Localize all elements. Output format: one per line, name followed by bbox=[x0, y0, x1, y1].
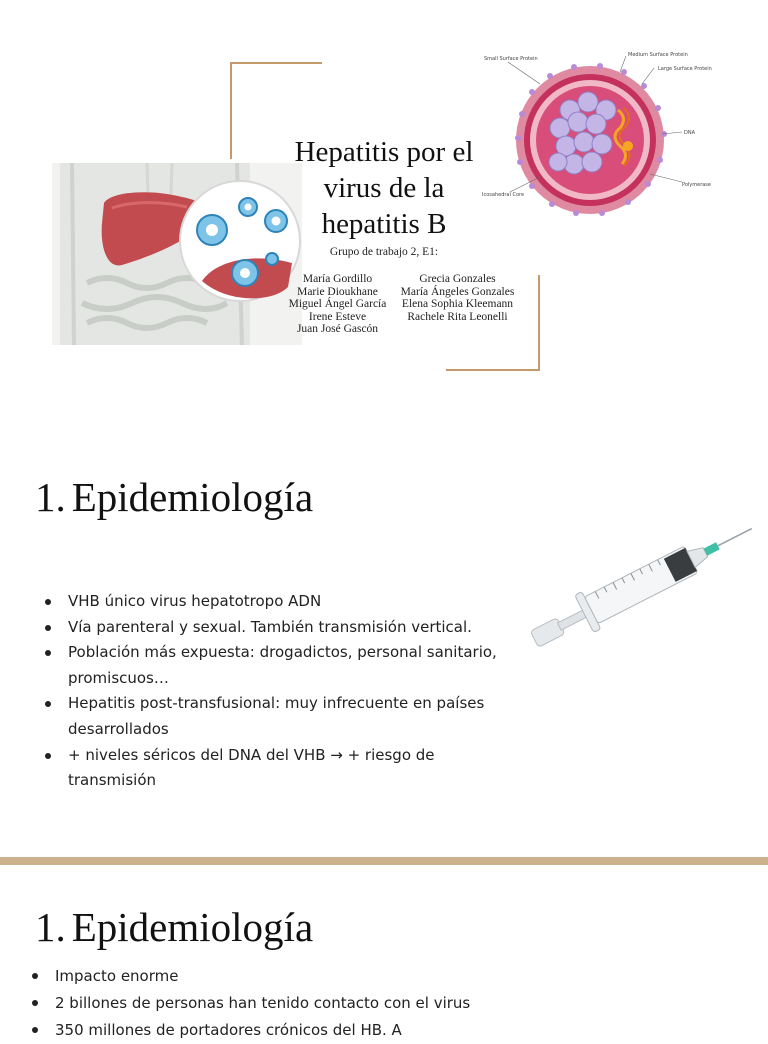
author-row bbox=[280, 298, 530, 311]
list-item: Vía parenteral y sexual. También transmisión vertical. bbox=[40, 615, 540, 641]
slide-divider bbox=[0, 857, 768, 865]
section-heading bbox=[35, 903, 313, 951]
list-item: Hepatitis post-transfusional: muy infrecuente en países desarrollados bbox=[40, 691, 518, 742]
section-heading-text: Epidemiología bbox=[71, 904, 314, 950]
epidemiology-slide-2 bbox=[0, 865, 768, 1039]
bullet-list bbox=[40, 589, 540, 794]
group-subtitle: Grupo de trabajo 2, E1: bbox=[329, 246, 439, 258]
liver-illustration bbox=[52, 163, 302, 345]
author-name: Elena Sophia Kleemann bbox=[401, 298, 514, 311]
author-name: María Ángeles Gonzales bbox=[400, 285, 515, 298]
list-item: VHB único virus hepatotropo ADN bbox=[40, 589, 540, 615]
label-dna: DNA bbox=[684, 130, 696, 136]
cover-slide bbox=[0, 0, 768, 420]
list-item: Impacto enorme bbox=[27, 963, 667, 990]
title-line: hepatitis B bbox=[321, 208, 447, 240]
syringe-illustration bbox=[528, 513, 743, 663]
list-item: 2 billones de personas han tenido contacto con el virus bbox=[27, 990, 667, 1017]
label-icosahedral-core: Icosahedral Core bbox=[482, 192, 525, 198]
label-large-surface-protein: Large Surface Protein bbox=[658, 66, 712, 72]
bullet-list bbox=[27, 963, 667, 1044]
list-item: 350 millones de portadores crónicos del HB. A bbox=[27, 1017, 667, 1044]
author-name: Marie Dioukhane bbox=[297, 285, 378, 298]
section-heading-text: Epidemiología bbox=[71, 474, 314, 520]
title-line: Hepatitis por el bbox=[294, 136, 474, 168]
author-name: Irene Esteve bbox=[308, 310, 367, 323]
section-heading bbox=[35, 473, 313, 521]
section-number: 1. bbox=[35, 904, 66, 950]
list-item: + niveles séricos del DNA del VHB → + riesgo de transmisión bbox=[40, 743, 518, 794]
author-row bbox=[280, 286, 530, 299]
author-name: María Gordillo bbox=[302, 273, 373, 285]
label-polymerase: Polymerase bbox=[682, 182, 711, 188]
label-medium-surface-protein: Medium Surface Protein bbox=[628, 52, 688, 58]
label-small-surface-protein: Small Surface Protein bbox=[484, 56, 538, 62]
list-item: Población más expuesta: drogadictos, personal sanitario, promiscuos… bbox=[40, 640, 518, 691]
section-number: 1. bbox=[35, 474, 66, 520]
author-name: Rachele Rita Leonelli bbox=[407, 310, 508, 323]
author-row bbox=[280, 311, 530, 324]
author-name: Juan José Gascón bbox=[296, 323, 379, 336]
hbv-virion-diagram bbox=[478, 50, 723, 225]
presentation-title bbox=[270, 134, 498, 242]
author-row bbox=[280, 273, 530, 286]
author-name: Grecia Gonzales bbox=[419, 273, 496, 285]
author-name bbox=[395, 323, 520, 336]
title-line: virus de la bbox=[323, 172, 445, 204]
author-row bbox=[280, 323, 530, 336]
author-name: Miguel Ángel García bbox=[288, 298, 387, 311]
authors-list bbox=[280, 273, 530, 336]
epidemiology-slide-1 bbox=[0, 420, 768, 857]
